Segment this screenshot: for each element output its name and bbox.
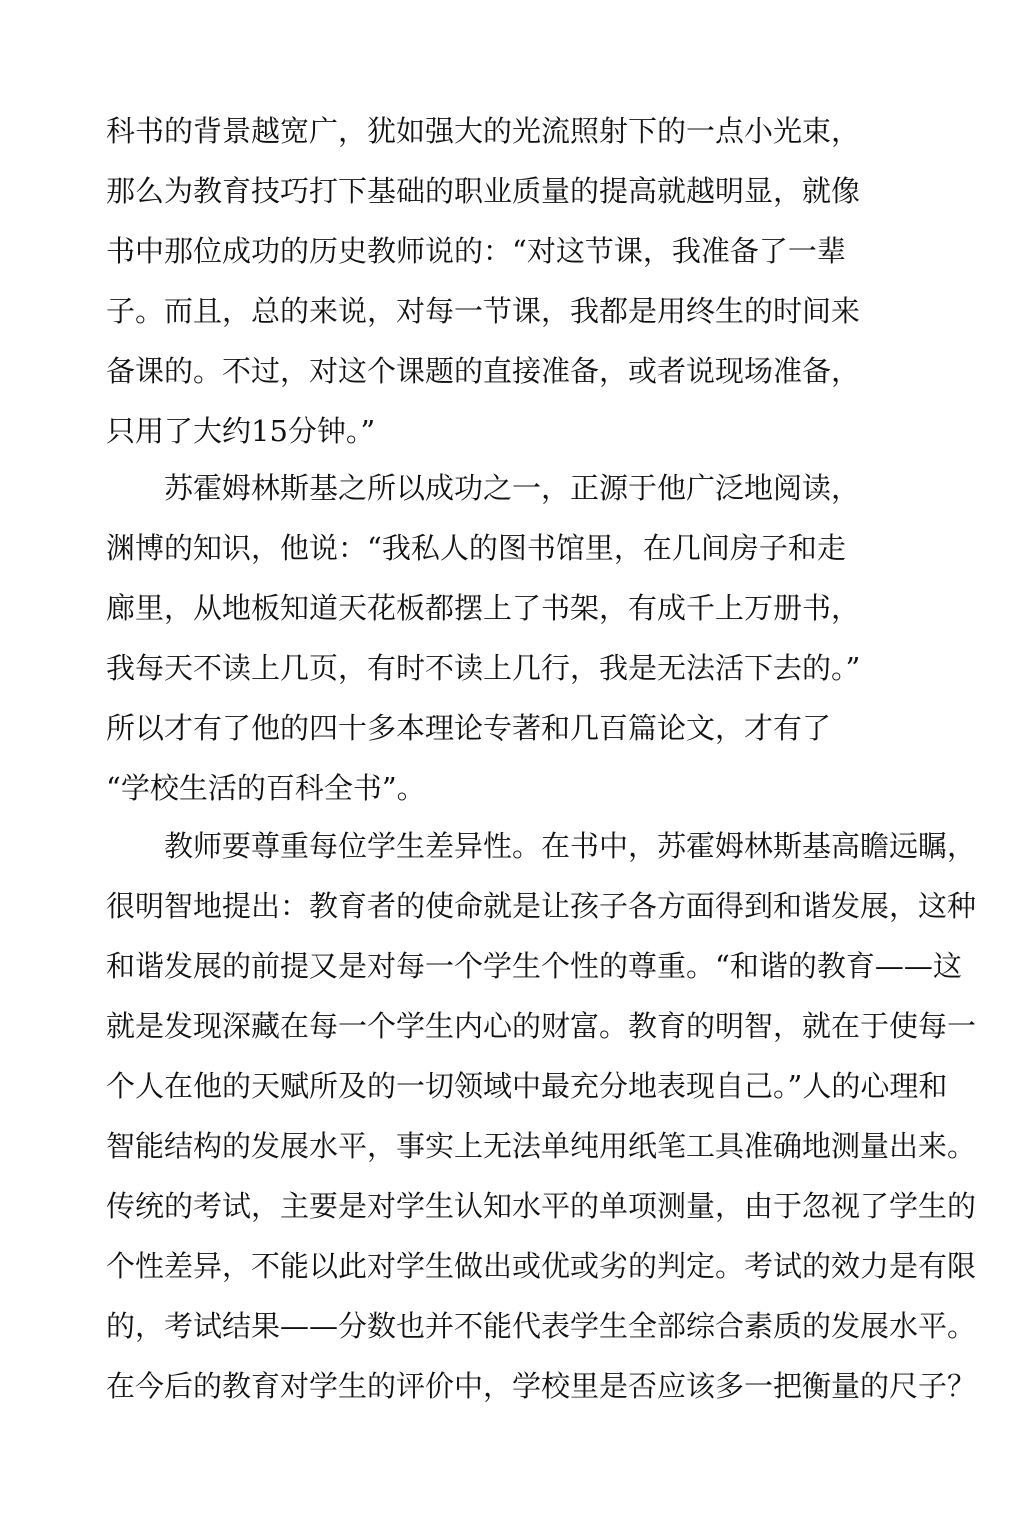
text-line: 子。而且，总的来说，对每一节课，我都是用终生的时间来 [106, 294, 861, 328]
text-line: 个性差异，不能以此对学生做出或优或劣的判定。考试的效力是有限 [106, 1249, 977, 1283]
text-line: “学校生活的百科全书”。 [106, 771, 426, 805]
paragraph-2 [106, 458, 860, 818]
text-line: 智能结构的发展水平，事实上无法单纯用纸笔工具准确地测量出来。 [106, 1129, 977, 1163]
text-line: 苏霍姆林斯基之所以成功之一，正源于他广泛地阅读， [164, 471, 861, 505]
text-line: 传统的考试，主要是对学生认知水平的单项测量，由于忽视了学生的 [106, 1189, 977, 1223]
text-line: 科书的背景越宽广，犹如强大的光流照射下的一点小光束， [106, 114, 861, 148]
text-line: 在今后的教育对学生的评价中，学校里是否应该多一把衡量的尺子？ [106, 1369, 977, 1403]
paragraph-3 [106, 816, 976, 1416]
text-line: 我每天不读上几页，有时不读上几行，我是无法活下去的。” [106, 651, 861, 685]
text-line: 和谐发展的前提又是对每一个学生个性的尊重。“和谐的教育——这 [106, 949, 962, 983]
text-line: 廊里，从地板知道天花板都摆上了书架，有成千上万册书， [106, 591, 861, 625]
text-line: 书中那位成功的历史教师说的：“对这节课，我准备了一辈 [106, 234, 846, 268]
text-line: 很明智地提出：教育者的使命就是让孩子各方面得到和谐发展，这种 [106, 889, 977, 923]
text-line: 就是发现深藏在每一个学生内心的财富。教育的明智，就在于使每一 [106, 1009, 977, 1043]
text-line: 只用了大约15分钟。” [106, 414, 376, 448]
text-line: 所以才有了他的四十多本理论专著和几百篇论文，才有了 [106, 711, 832, 745]
text-line: 那么为教育技巧打下基础的职业质量的提高就越明显，就像 [106, 174, 861, 208]
text-line: 个人在他的天赋所及的一切领域中最充分地表现自己。”人的心理和 [106, 1069, 948, 1103]
text-line: 渊博的知识，他说：“我私人的图书馆里，在几间房子和走 [106, 531, 846, 565]
paragraph-1 [106, 101, 860, 461]
text-line: 备课的。不过，对这个课题的直接准备，或者说现场准备， [106, 354, 861, 388]
text-line: 教师要尊重每位学生差异性。在书中，苏霍姆林斯基高瞻远瞩， [164, 829, 977, 863]
text-line: 的，考试结果——分数也并不能代表学生全部综合素质的发展水平。 [106, 1309, 977, 1343]
